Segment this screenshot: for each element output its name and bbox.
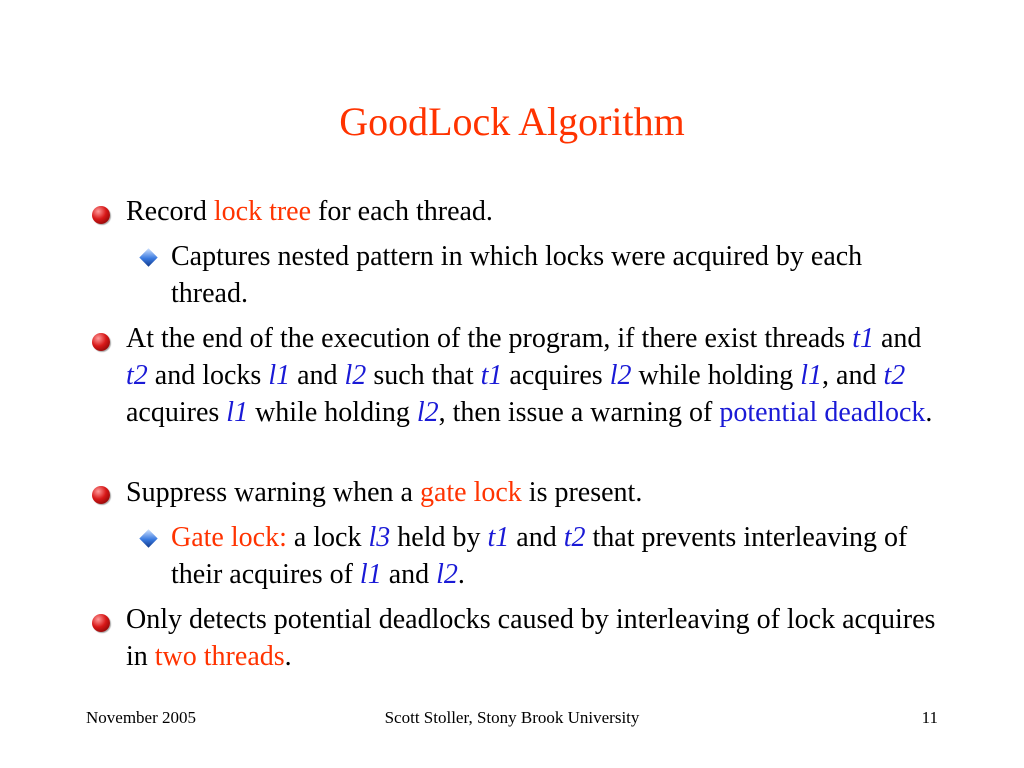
text-segment: . — [925, 397, 933, 428]
var-l1: l1 — [359, 559, 382, 590]
var-t1: t1 — [487, 522, 510, 553]
var-l3: l3 — [368, 522, 391, 553]
bullet-end-of-execution — [126, 320, 936, 431]
var-l2: l2 — [416, 397, 439, 428]
var-l1: l1 — [226, 397, 249, 428]
footer-author: Scott Stoller, Stony Brook University — [384, 708, 640, 727]
highlight-lock-tree: lock tree — [213, 196, 312, 227]
footer-page-number: 11 — [921, 708, 938, 727]
var-t2: t2 — [563, 522, 586, 553]
text-segment: that prevents interleaving of their acquires of — [171, 522, 908, 590]
text-segment: and locks — [147, 360, 269, 391]
slide-title: GoodLock Algorithm — [339, 99, 685, 144]
red-ball-bullet-icon — [92, 333, 110, 351]
text-segment: . — [284, 641, 292, 672]
var-l1: l1 — [268, 360, 291, 391]
text-segment: while holding — [631, 360, 801, 391]
text-segment: At the end of the execution of the program, if there exist threads — [126, 323, 853, 354]
text-segment: and — [873, 323, 922, 354]
text-segment: Record — [126, 196, 214, 227]
highlight-gate-lock-label: Gate lock: — [171, 522, 287, 553]
text-segment: a lock — [286, 522, 369, 553]
text-segment: . — [457, 559, 465, 590]
text-segment: for each thread. — [311, 196, 493, 227]
var-l2: l2 — [436, 559, 458, 590]
text-segment: , then issue a warning of — [438, 397, 720, 428]
blue-diamond-bullet-icon — [139, 248, 157, 266]
text-segment: , and — [822, 360, 884, 391]
highlight-gate-lock: gate lock — [419, 477, 522, 508]
text-segment: and — [290, 360, 345, 391]
bullet-only-detects — [126, 601, 936, 675]
footer-date: November 2005 — [86, 708, 197, 727]
text-segment: acquires — [502, 360, 610, 391]
var-t1: t1 — [852, 323, 874, 354]
text-segment: held by — [390, 522, 488, 553]
highlight-two-threads: two threads — [154, 641, 285, 672]
red-ball-bullet-icon — [92, 486, 110, 504]
text-segment: while holding — [248, 397, 417, 428]
text-segment: and — [509, 522, 564, 553]
text-segment: Only detects potential deadlocks caused by interleaving of lock acquires in — [126, 604, 936, 672]
text-segment: such that — [366, 360, 481, 391]
var-l2: l2 — [344, 360, 367, 391]
var-t2: t2 — [126, 360, 148, 391]
subbullet-gate-lock-definition — [171, 519, 941, 593]
text-segment: is present. — [521, 477, 643, 508]
red-ball-bullet-icon — [92, 206, 110, 224]
blue-diamond-bullet-icon — [139, 529, 157, 547]
text-segment: Suppress warning when a — [126, 477, 420, 508]
text-segment: acquires — [126, 397, 227, 428]
var-t2: t2 — [883, 360, 906, 391]
var-l2: l2 — [609, 360, 632, 391]
bullet-suppress-warning — [126, 474, 936, 511]
bullet-record-lock-tree — [126, 193, 936, 230]
var-t1: t1 — [480, 360, 503, 391]
highlight-potential-deadlock: potential deadlock — [719, 397, 926, 428]
var-l1: l1 — [800, 360, 823, 391]
subbullet-captures-nested-pattern: Captures nested pattern in which locks were acquired by each thread. — [171, 241, 863, 309]
red-ball-bullet-icon — [92, 614, 110, 632]
text-segment: and — [381, 559, 437, 590]
